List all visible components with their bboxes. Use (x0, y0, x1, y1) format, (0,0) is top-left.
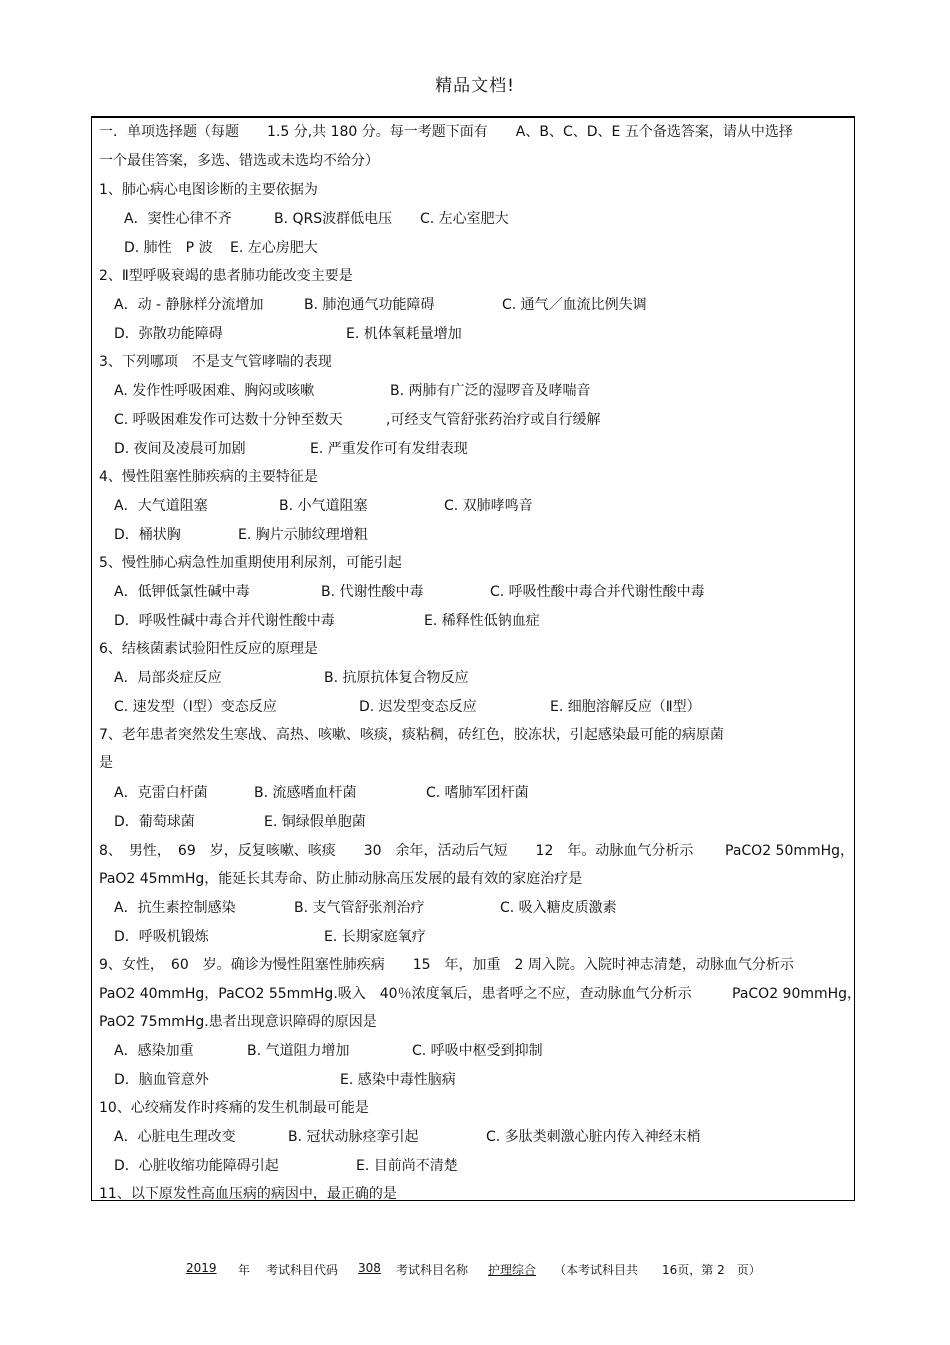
footer-name-label: 考试科目名称 (396, 1263, 469, 1277)
option-d: D. 夜间及凌晨可加剧 (114, 441, 246, 457)
question-5-stem: 5、慢性肺心病急性加重期使用利尿剂，可能引起 (99, 555, 402, 571)
option-a: A．克雷白杆菌 (114, 785, 208, 801)
option-c: C. 呼吸中枢受到抑制 (412, 1043, 543, 1059)
question-8-stem-text: 8、 男性， 69 岁，反复咳嗽、咳痰 30 余年，活动后气短 12 年。动脉血气分析示 (99, 843, 694, 859)
footer-year-unit: 年 (238, 1263, 251, 1277)
footer-subject-code: 308 (358, 1261, 381, 1275)
question-9-paco2: PaCO2 90mmHg， (732, 986, 862, 1002)
option-b: B. QRS波群低电压 (274, 211, 393, 227)
option-b: B. 流感嗜血杆菌 (254, 785, 357, 801)
question-8-paco2: PaCO2 50mmHg， (725, 843, 855, 859)
option-b: B. 气道阻力增加 (247, 1043, 350, 1059)
option-c: C. 双肺哮鸣音 (444, 498, 533, 514)
question-9-stem-continued-2: PaO2 75mmHg.患者出现意识障碍的原因是 (99, 1014, 377, 1030)
option-e: E. 严重发作可有发绀表现 (310, 441, 468, 457)
option-c: C. 速发型（Ⅰ型）变态反应 (114, 699, 277, 715)
option-e: E. 目前尚不清楚 (356, 1158, 458, 1174)
question-8-stem (99, 842, 693, 860)
question-3-stem: 3、下列哪项 不是支气管哮喘的表现 (99, 354, 332, 370)
option-e: E. 胸片示肺纹理增粗 (238, 527, 368, 543)
exam-question-box (91, 116, 862, 1202)
question-7-stem-continued: 是 (99, 755, 113, 771)
option-a: A．低钾低氯性碱中毒 (114, 584, 250, 600)
option-d: D．葡萄球菌 (114, 814, 195, 830)
option-b: B. 支气管舒张剂治疗 (294, 900, 425, 916)
option-d: D．脑血管意外 (114, 1072, 209, 1088)
option-a: A．动 - 静脉样分流增加 (114, 297, 264, 313)
option-a: A．窦性心律不齐 (124, 211, 232, 227)
option-e: E. 机体氧耗量增加 (346, 326, 462, 342)
option-d: D. 肺性 P 波 (124, 240, 213, 256)
document-header-title: 精品文档! (435, 76, 515, 96)
option-e: E. 左心房肥大 (230, 240, 318, 256)
option-a: A．大气道阻塞 (114, 498, 208, 514)
question-9-stem-continued: PaO2 40mmHg，PaCO2 55mmHg.吸入 40％浓度氧后，患者呼之不应，查动脉血气分析示 (99, 986, 692, 1002)
option-b: B. 两肺有广泛的湿啰音及哮喘音 (390, 383, 591, 399)
option-c: C. 呼吸性酸中毒合并代谢性酸中毒 (490, 584, 705, 600)
option-b: B. 冠状动脉痉挛引起 (288, 1129, 419, 1145)
option-e: E. 感染中毒性脑病 (340, 1072, 456, 1088)
option-e: E. 细胞溶解反应（Ⅱ型） (550, 699, 701, 715)
question-4-stem: 4、慢性阻塞性肺疾病的主要特征是 (99, 469, 318, 485)
option-c: C. 左心室肥大 (420, 211, 509, 227)
question-10-stem: 10、心绞痛发作时疼痛的发生机制最可能是 (99, 1100, 369, 1116)
footer-code-label: 考试科目代码 (266, 1263, 339, 1277)
option-d: D．呼吸性碱中毒合并代谢性酸中毒 (114, 613, 335, 629)
option-a: A．感染加重 (114, 1043, 194, 1059)
option-c-continued: ,可经支气管舒张药治疗或自行缓解 (386, 412, 601, 428)
question-7-stem: 7、老年患者突然发生寒战、高热、咳嗽、咳痰，痰粘稠，砖红色，胶冻状，引起感染最可能的病原菌 (99, 727, 724, 743)
option-a: A．心脏电生理改变 (114, 1129, 236, 1145)
option-e: E. 稀释性低钠血症 (424, 613, 540, 629)
option-c: C. 嗜肺军团杆菌 (426, 785, 529, 801)
option-d: D．弥散功能障碍 (114, 326, 223, 342)
option-c: C. 通气／血流比例失调 (502, 297, 647, 313)
question-8-stem-continued: PaO2 45mmHg，能延长其寿命、防止肺动脉高压发展的最有效的家庭治疗是 (99, 871, 583, 887)
option-c: C. 呼吸困难发作可达数十分钟至数天 (114, 412, 343, 428)
option-b: B. 肺泡通气功能障碍 (304, 297, 435, 313)
question-1-stem: 1、肺心病心电图诊断的主要依据为 (99, 182, 318, 198)
option-e: E. 长期家庭氧疗 (324, 929, 426, 945)
option-b: B. 抗原抗体复合物反应 (324, 670, 469, 686)
option-a: A．抗生素控制感染 (114, 900, 236, 916)
option-e: E. 铜绿假单胞菌 (264, 814, 366, 830)
footer-page-info: （本考试科目共 16页，第 2 页） (554, 1263, 761, 1277)
question-2-stem: 2、Ⅱ型呼吸衰竭的患者肺功能改变主要是 (99, 268, 353, 284)
option-b: B. 代谢性酸中毒 (321, 584, 424, 600)
option-d: D．桶状胸 (114, 527, 181, 543)
footer-year: 2019 (186, 1261, 217, 1275)
option-d: D．心脏收缩功能障碍引起 (114, 1158, 279, 1174)
footer-subject-name: 护理综合 (488, 1263, 537, 1277)
option-c: C. 多肽类刺激心脏内传入神经末梢 (486, 1129, 701, 1145)
section-instructions-line2: 一个最佳答案，多选、错选或未选均不给分） (99, 153, 379, 169)
option-d: D. 迟发型变态反应 (359, 699, 477, 715)
option-b: B. 小气道阻塞 (279, 498, 368, 514)
option-a: A. 发作性呼吸困难、胸闷或咳嗽 (114, 383, 315, 399)
option-a: A．局部炎症反应 (114, 670, 222, 686)
section-instructions-line1: 一．单项选择题（每题 1.5 分,共 180 分。每一考题下面有 A、B、C、D、E 五个备选答案，请从中选择 (99, 124, 793, 140)
option-d: D．呼吸机锻炼 (114, 929, 209, 945)
option-c: C. 吸入糖皮质激素 (500, 900, 617, 916)
question-9-stem: 9、女性， 60 岁。确诊为慢性阻塞性肺疾病 15 年，加重 2 周入院。入院时神志清楚，动脉血气分析示 (99, 957, 794, 973)
question-6-stem: 6、结核菌素试验阳性反应的原理是 (99, 641, 318, 657)
question-11-stem: 11、以下原发性高血压病的病因中，最正确的是 (99, 1186, 397, 1202)
